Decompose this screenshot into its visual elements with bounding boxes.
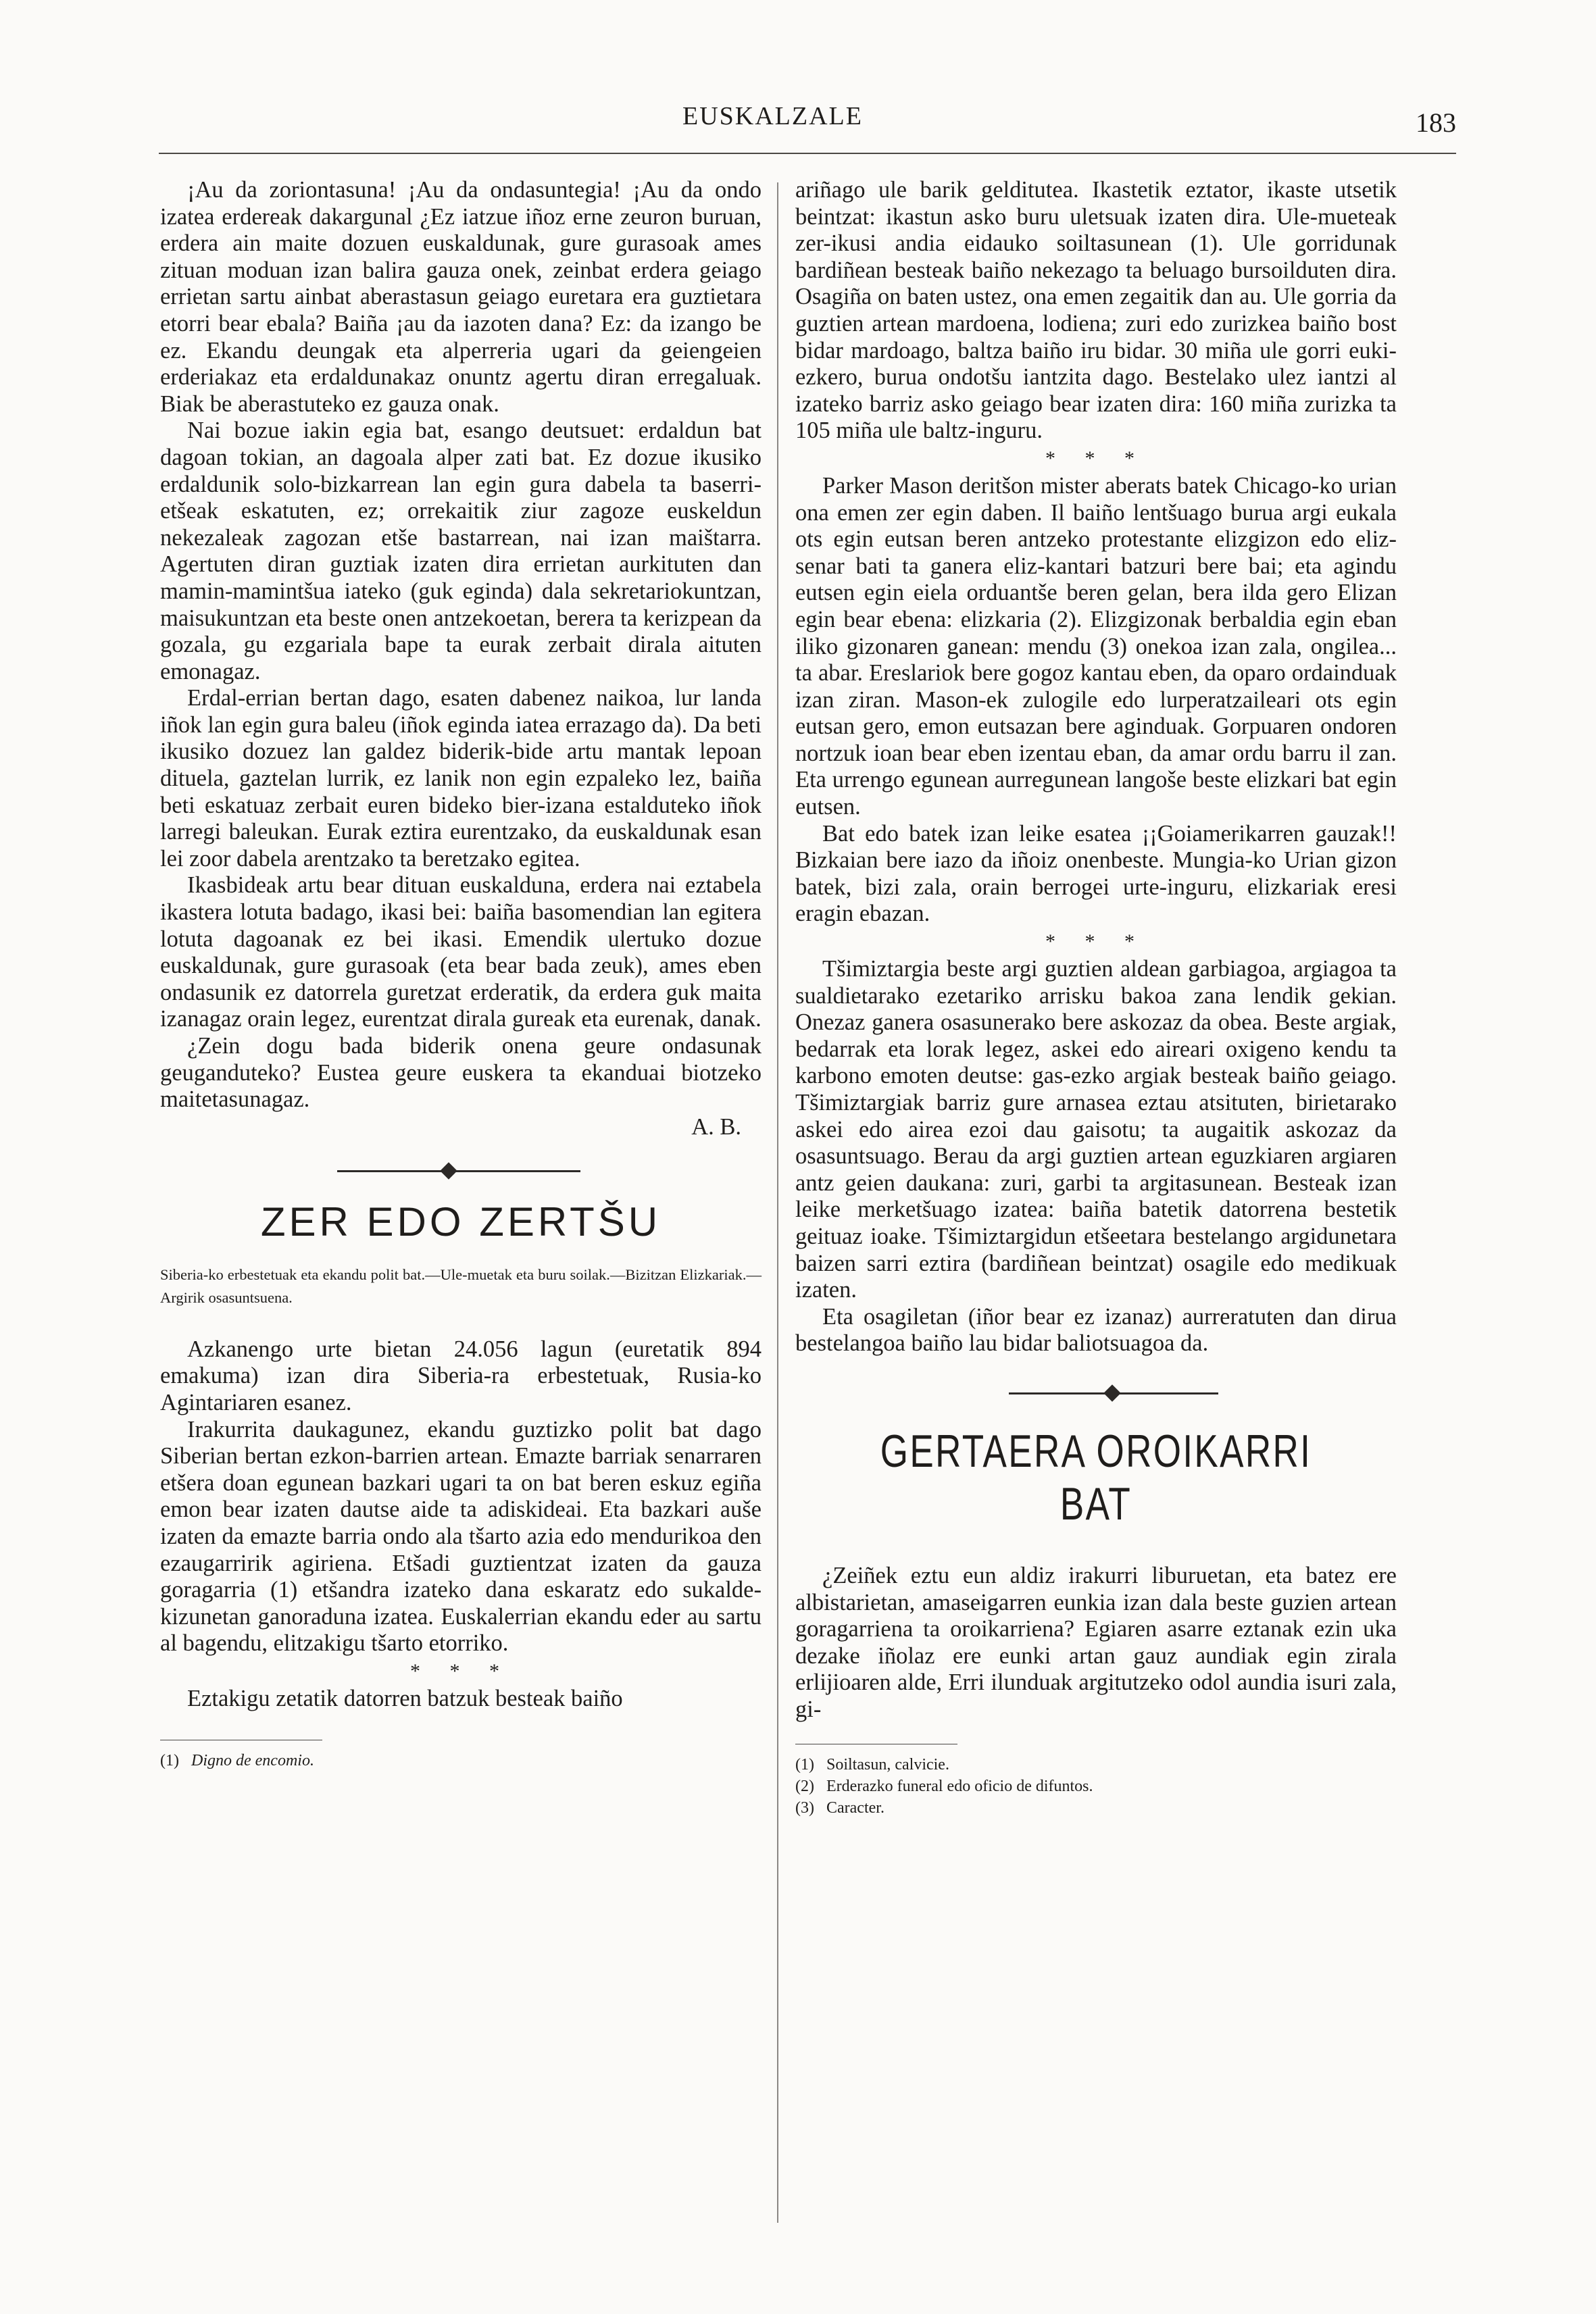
left-paragraph: Azkanengo urte bietan 24.056 lagun (euretatik 894 emakuma) izan dira Siberia-ra erbestetuak, Rusia-ko Agintariaren esanez.: [160, 1336, 762, 1415]
footnote: [795, 1776, 1397, 1797]
header-rule: [159, 153, 1456, 154]
footnote: [160, 1750, 762, 1771]
section-stars: * * *: [1045, 447, 1147, 470]
right-paragraph: ¿Zeiñek eztu eun aldiz irakurri liburuetan, eta batez ere albistarietan, amaseigarren eunkia izan dala beste guzien artean goragarriena ta oroikarriena? Egiaren asarre eztanak ezin uka dezake iñolaz ere eunki artan gauz aundiak egin zirala erlijioaren alde, Erri ilunduak argitutzeko odol aundia isuri zala, gi-: [795, 1562, 1397, 1722]
left-paragraph: ¿Zein dogu bada biderik onena geure ondasunak geuganduteko? Eustea geure euskera ta ekanduai biotzeko maitetasunagaz.: [160, 1033, 762, 1113]
section-ornament: [795, 1378, 1397, 1409]
left-paragraph: Ikasbideak artu bear dituan euskalduna, erdera nai eztabela ikastera lotuta badago, ikasi bei: baiña basomendian lan egitera lotuta dagoanak ez bei ikasi. Emendik ulertuko dozue euskaldunak, gure gurasoak (eta bear bada zeuk), ames eben ondasunik ez datorrela guretzat erderatik, da erdera guk maita izanagaz orain legez, eurentzat dirala gureak eta eurenak, danak.: [160, 872, 762, 1032]
section-stars: * * *: [1045, 930, 1147, 953]
footnote-text: Caracter.: [826, 1799, 884, 1817]
right-paragraph: ariñago ule barik gelditutea. Ikastetik eztator, ikaste utsetik beintzat: ikastun asko buru uletsuak izaten dira. Ule-mueteak zer-ikusi andia eidauko soiltasunean (1). Ule gorridunak bardiñean besteak baiño nekezago ta beluago bursoilduten dira. Osagiña on baten ustez, ona emen zegaitik dan au. Ule gorria da guztien artean mardoena, lodiena; zuri edo zurizkea baiño bost bidar mardoago, baltza baiño iru bidar. 30 miña ule gorri euki-ezkero, burua ondotšu iantzita dago. Bestelako ulez iantzi al izateko barriz asko geiago bear izaten dira: 160 miña zurizka ta 105 miña ule baltz-inguru.: [795, 177, 1397, 444]
footnote-text: Erderazko funeral edo oficio de difuntos.: [826, 1777, 1093, 1795]
footnote-text: Digno de encomio.: [191, 1751, 314, 1769]
left-paragraph: Eztakigu zetatik datorren batzuk besteak baiño: [187, 1685, 623, 1711]
footnote-mark: (3): [795, 1799, 814, 1817]
right-paragraph: Bat edo batek izan leike esatea ¡¡Goiamerikarren gauzak!! Bizkaian bere iazo da iñoiz onenbeste. Mungia-ko Urian gizon batek, bizi zala, orain berrogei urte-inguru, elizkariak eresi eragin ebazan.: [795, 820, 1397, 927]
section-summary: Siberia-ko erbestetuak eta ekandu polit bat.—Ule-muetak eta buru soilak.—Bizitzan Elizkariak.—Argirik osasuntsuena.: [160, 1265, 762, 1306]
right-paragraph: Tšimiztargia beste argi guztien aldean garbiagoa, argiagoa ta sualdietarako ezetariko arrisku bakoa zana lendik gekian. Onezaz ganera osasunerako bere askozaz da obea. Beste argiak, bedarrak eta lorak legez, askei edo aireari oxigeno kendu ta karbono emoten deutse: gas-ezko argiak besteak baiño geiago. Tšimiztargiak barriz gure arnasea eztau atsituten, birietarako askei edo airea ezoi dau gaisotu; ta augaitik askozaz da osasuntsuago. Berau da argi guztien artean eguzkiaren argiaren antz geien daukana: zuri, garbi ta argitasunean. Besteak izan leike merketšuago izatea: baiña batetik datorrena bestetik geituaz ioake. Tšimiztargidun etšeetara bestelango argidunetara baizen sarri eztira (bardiñean beintzat) osagile edo medikuak izaten.: [795, 956, 1397, 1303]
section-title: GERTAERA OROIKARRI BAT: [880, 1425, 1312, 1530]
footnote-mark: (1): [795, 1755, 814, 1774]
left-paragraph: Irakurrita daukagunez, ekandu guztizko polit bat dago Siberian bertan ezkon-barrien artean. Emazte barriak senarraren etšera doan egunean bazkari ugari ta on bat beren eskuz egiña emon bear izaten dautse aide ta adiskideai. Eta bazkari auše izaten da emazte barria ondo ala tšarto azia edo mendurikoa den ezaugarririk agiriena. Etšadi guztientzat izaten da gauza goragarria (1) etšandra izateko dana eskaratz edo sukalde-kizunetan ganoraduna izatea. Euskalerrian ekandu eder au sartu al bagendu, elitzakigu tšarto etorriko.: [160, 1416, 762, 1657]
section-ornament: [160, 1155, 762, 1186]
page-number: 183: [1416, 107, 1456, 138]
left-paragraph: ¡Au da zoriontasuna! ¡Au da ondasuntegia! ¡Au da ondo izatea erdereak dakargunal ¿Ez iatzue iñoz erne zeuron buruan, erdera ain maite dozuen euskaldunak, gure gurasoak ames zituan moduan izan balira gauza onek, zeinbat erdera geiago errietan sartu ainbat aberastasun geiago euretara era guztietara etorri bear ebala? Baiña ¡au da iazoten dana? Ez: da izango be ez. Ekandu deungak eta alperreria ugari da geiengeien erderiakaz eta erdaldunakaz onuntz agertu diran erregaluak. Biak be aberastuteko ez gauza onak.: [160, 177, 762, 417]
right-column: [795, 177, 1397, 1819]
left-column: [160, 177, 762, 1771]
column-divider: [777, 182, 778, 2223]
left-paragraph: Erdal-errian bertan dago, esaten dabenez naikoa, lur landa iñok lan egin gura baleu (iñok eginda iatea errazago da). Da beti ikusiko dozuez lan galdez biderik-bide artu mantak lepoan dituela, gaztelan lurrik, ez lanik non egin ezpaleko lez, baiña beti eskatuaz zerbait euren bideko bier-izana estalduteko iñok larregi baleukan. Eurak eztira eurentzako, da euskaldunak esan lei zoor dabela arentzako ta beretzako egitea.: [160, 685, 762, 872]
footnote: [795, 1754, 1397, 1776]
footnote: [795, 1797, 1397, 1819]
article-signature: A. B.: [691, 1113, 741, 1140]
right-paragraph: Parker Mason deritšon mister aberats batek Chicago-ko urian ona emen zer egin daben. Il baiño lentšuago burua argi eukala ots egin eutsan beren antzeko protestante elizgizon edo eliz-senar bati ta ganera eliz-kantari batzuri bere bai; eta agindu eutsen egin eiela orduantše beren gelan, bera ilda gero Elizan egin bear ebena: elizkaria (2). Elizgizonak berbaldia egin eban iliko gizonaren ganean: mendu (3) onekoa izan zala, ongilea... ta abar. Ereslariok bere gogoz kantau eben, da oparo ordainduak izan ziran. Mason-ek zulogile edo lurperatzaileari ots egin eutsan gero, emon eutsazan bere aginduak. Gorpuaren ondoren nortzuk ioan bear eben izentau eban, da amar ordu barru il zan. Eta urrengo egunean aurregunean langoše beste elizkari bat egin eutsen.: [795, 472, 1397, 820]
section-title: ZER EDO ZERTŠU: [260, 1199, 662, 1244]
running-header-title: EUSKALZALE: [682, 102, 863, 130]
section-stars: * * *: [410, 1659, 512, 1682]
footnote-mark: (1): [160, 1751, 179, 1769]
right-paragraph: Eta osagiletan (iñor bear ez izanaz) aurreratuten dan dirua bestelangoa baiño lau bidar baliotsuagoa da.: [795, 1303, 1397, 1357]
footnote-text: Soiltasun, calvicie.: [826, 1755, 949, 1774]
left-paragraph: Nai bozue iakin egia bat, esango deutsuet: erdaldun bat dagoan tokian, an dagoala alper zati bat. Ez dozue ikusiko erdaldunik solo-bizkarrean lan egin gura dabela ta baserri-etšeak eskatuten, ez; orrekaitik ziur zagoze euskeldun nekezaleak zagozan etše bastarrean, nai izan maištarra. Agertuten diran guztiak izaten dira errietan aurkituten dan mamin-mamintšua iateko (guk eginda) dala sekretariokuntzan, maisukuntzan eta beste onen antzekoetan, berera ta kerizpean da gozala, gu ezgariala bape ta eurak zerbait dirala aituten emonagaz.: [160, 418, 762, 684]
footnote-mark: (2): [795, 1777, 814, 1795]
